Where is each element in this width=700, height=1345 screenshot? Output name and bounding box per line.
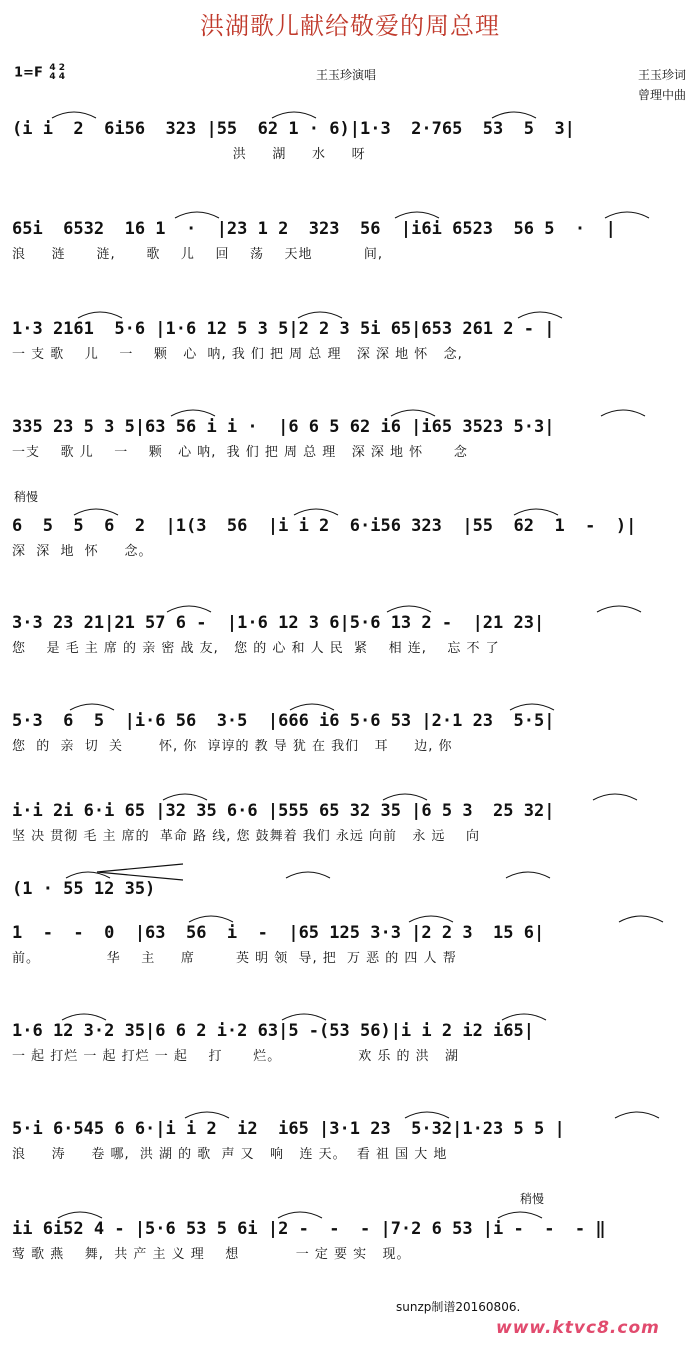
notation-line: 1·3 2161 5·6 |1·6 12 5 3 5|2 2 3 5i 65|653 261 2 - | <box>12 319 555 339</box>
tempo-mark: 稍慢 <box>14 490 39 504</box>
slur-arc <box>290 704 334 710</box>
slur-arc <box>286 872 330 878</box>
slur-arc <box>175 212 219 218</box>
lyric-line: 一支 歌 儿 一 颗 心 呐, 我 们 把 周 总 理 深 深 地 怀 念 <box>12 445 468 460</box>
slur-arcs <box>12 788 690 802</box>
slur-arcs <box>12 1008 690 1022</box>
slur-arc <box>167 606 211 612</box>
lyric-line: 浪 涟 涟, 歌 儿 回 荡 天地 间, <box>12 247 383 262</box>
slur-arc <box>514 509 558 515</box>
lyric-line: 洪 湖 水 呀 <box>12 147 366 162</box>
time-signature-bottom: 4 4 <box>49 72 66 82</box>
intro-phrase: (1 · 55 12 35) <box>12 879 156 899</box>
score-system-12 <box>12 1218 690 1264</box>
slur-arcs <box>12 600 690 614</box>
score-system-7 <box>12 710 690 756</box>
score-system-10 <box>12 1020 690 1066</box>
slur-arcs <box>12 866 690 880</box>
slur-arc <box>189 916 233 922</box>
slur-arc <box>272 112 316 118</box>
slur-arc <box>383 794 427 800</box>
notation-line: 6 5 5 6 2 |1(3 56 |i i 2 6·i56 323 |55 62 1 - )| <box>12 516 637 536</box>
score-system-5 <box>12 515 690 561</box>
score-system-9 <box>12 922 690 968</box>
slur-arc <box>593 794 637 800</box>
notation-line: 5·3 6 5 |i·6 56 3·5 |666 i6 5·6 53 |2·1 23 5·5| <box>12 711 555 731</box>
slur-arc <box>395 212 439 218</box>
lyric-line: 您 是 毛 主 席 的 亲 密 战 友, 您 的 心 和 人 民 紧 相 连, 忘 不 了 <box>12 641 500 656</box>
score-system-3 <box>12 318 690 364</box>
slur-arc <box>615 1112 659 1118</box>
score-system-11 <box>12 1118 690 1164</box>
time-signature-top: 4 2 <box>49 63 66 73</box>
slur-arc <box>58 1212 102 1218</box>
slur-arc <box>70 704 114 710</box>
notation-line: 335 23 5 3 5|63 56 i i · |6 6 5 62 i6 |i65 3523 5·3| <box>12 417 555 437</box>
lyric-line: 您 的 亲 切 关 怀, 你 谆谆的 教 导 犹 在 我们 耳 边, 你 <box>12 739 453 754</box>
slur-arcs <box>12 1206 690 1220</box>
lyric-line: 一 支 歌 儿 一 颗 心 呐, 我 们 把 周 总 理 深 深 地 怀 念, <box>12 347 463 362</box>
slur-arc <box>74 509 118 515</box>
notation-line: 5·i 6·545 6 6·|i i 2 i2 i65 |3·1 23 5·32|1·23 5 5 | <box>12 1119 565 1139</box>
slur-arc <box>597 606 641 612</box>
slur-arc <box>492 112 536 118</box>
slur-arc <box>502 1014 546 1020</box>
slur-arc <box>506 872 550 878</box>
transcriber-credit: sunzp制谱20160806. <box>396 1300 521 1314</box>
slur-arc <box>185 1112 229 1118</box>
slur-arc <box>510 704 554 710</box>
lyric-line: 莺 歌 燕 舞, 共 产 主 义 理 想 一 定 要 实 现。 <box>12 1247 411 1262</box>
notation-line: 1 - - 0 |63 56 i - |65 125 3·3 |2 2 3 15 6| <box>12 923 545 943</box>
tempo-mark: 稍慢 <box>520 1192 545 1206</box>
slur-arc <box>409 916 453 922</box>
slur-arcs <box>12 910 690 924</box>
slur-arc <box>294 509 338 515</box>
slur-arc <box>171 410 215 416</box>
time-signature <box>49 64 65 82</box>
lyric-line: 浪 涛 卷 哪, 洪 湖 的 歌 声 又 响 连 天。 看 祖 国 大 地 <box>12 1147 448 1162</box>
score-system-6 <box>12 612 690 658</box>
notation-line: (i i 2 6i56 323 |55 62 1 · 6)|1·3 2·765 53 5 3| <box>12 119 575 139</box>
slur-arc <box>405 1112 449 1118</box>
score-system-1 <box>12 118 690 164</box>
notation-line: i·i 2i 6·i 65 |32 35 6·6 |555 65 32 35 |6 5 3 25 32| <box>12 801 555 821</box>
slur-arcs <box>12 503 690 517</box>
slur-arc <box>298 312 342 318</box>
slur-arc <box>278 1212 322 1218</box>
slur-arc <box>62 1014 106 1020</box>
slur-arcs <box>12 404 690 418</box>
slur-arcs <box>12 306 690 320</box>
lyric-line: 前。 华 主 席 英 明 领 导, 把 万 恶 的 四 人 帮 <box>12 951 457 966</box>
slur-arc <box>78 312 122 318</box>
slur-arc <box>66 872 110 878</box>
slur-arcs <box>12 206 690 220</box>
notation-line: 3·3 23 21|21 57 6 - |1·6 12 3 6|5·6 13 2 - |21 23| <box>12 613 545 633</box>
slur-arc <box>498 1212 542 1218</box>
slur-arc <box>387 606 431 612</box>
slur-arcs <box>12 106 690 120</box>
slur-arcs <box>12 1106 690 1120</box>
score-system-2 <box>12 218 690 264</box>
key-label: 1=F <box>14 65 43 81</box>
notation-line: 65i 6532 16 1 · |23 1 2 323 56 |i6i 6523 56 5 · | <box>12 219 616 239</box>
intro-phrase-line <box>12 878 690 900</box>
song-title: 洪湖歌儿献给敬爱的周总理 <box>200 12 500 40</box>
slur-arc <box>282 1014 326 1020</box>
slur-arc <box>518 312 562 318</box>
key-signature <box>14 64 65 82</box>
lyric-line: 坚 决 贯彻 毛 主 席的 革命 路 线, 您 鼓舞着 我们 永远 向前 永 远 向 <box>12 829 481 844</box>
slur-arc <box>619 916 663 922</box>
slur-arcs <box>12 698 690 712</box>
slur-arc <box>601 410 645 416</box>
score-system-4 <box>12 416 690 462</box>
slur-arc <box>52 112 96 118</box>
singer-credit: 王玉珍演唱 <box>316 68 377 82</box>
notation-line: ii 6i52 4 - |5·6 53 5 6i |2 - - - |7·2 6 53 |i - - - ‖ <box>12 1219 606 1239</box>
slur-arc <box>163 794 207 800</box>
score-system-8 <box>12 800 690 846</box>
lyricist-credit: 王玉珍词 <box>637 68 686 82</box>
lyric-line: 一 起 打烂 一 起 打烂 一 起 打 烂。 欢 乐 的 洪 湖 <box>12 1049 460 1064</box>
slur-arc <box>391 410 435 416</box>
slur-arc <box>605 212 649 218</box>
lyric-line: 深 深 地 怀 念。 <box>12 544 153 559</box>
composer-credit: 曾理中曲 <box>637 88 686 102</box>
notation-line: 1·6 12 3·2 35|6 6 2 i·2 63|5 -(53 56)|i i 2 i2 i65| <box>12 1021 534 1041</box>
site-watermark: www.ktvc8.com <box>496 1318 660 1338</box>
